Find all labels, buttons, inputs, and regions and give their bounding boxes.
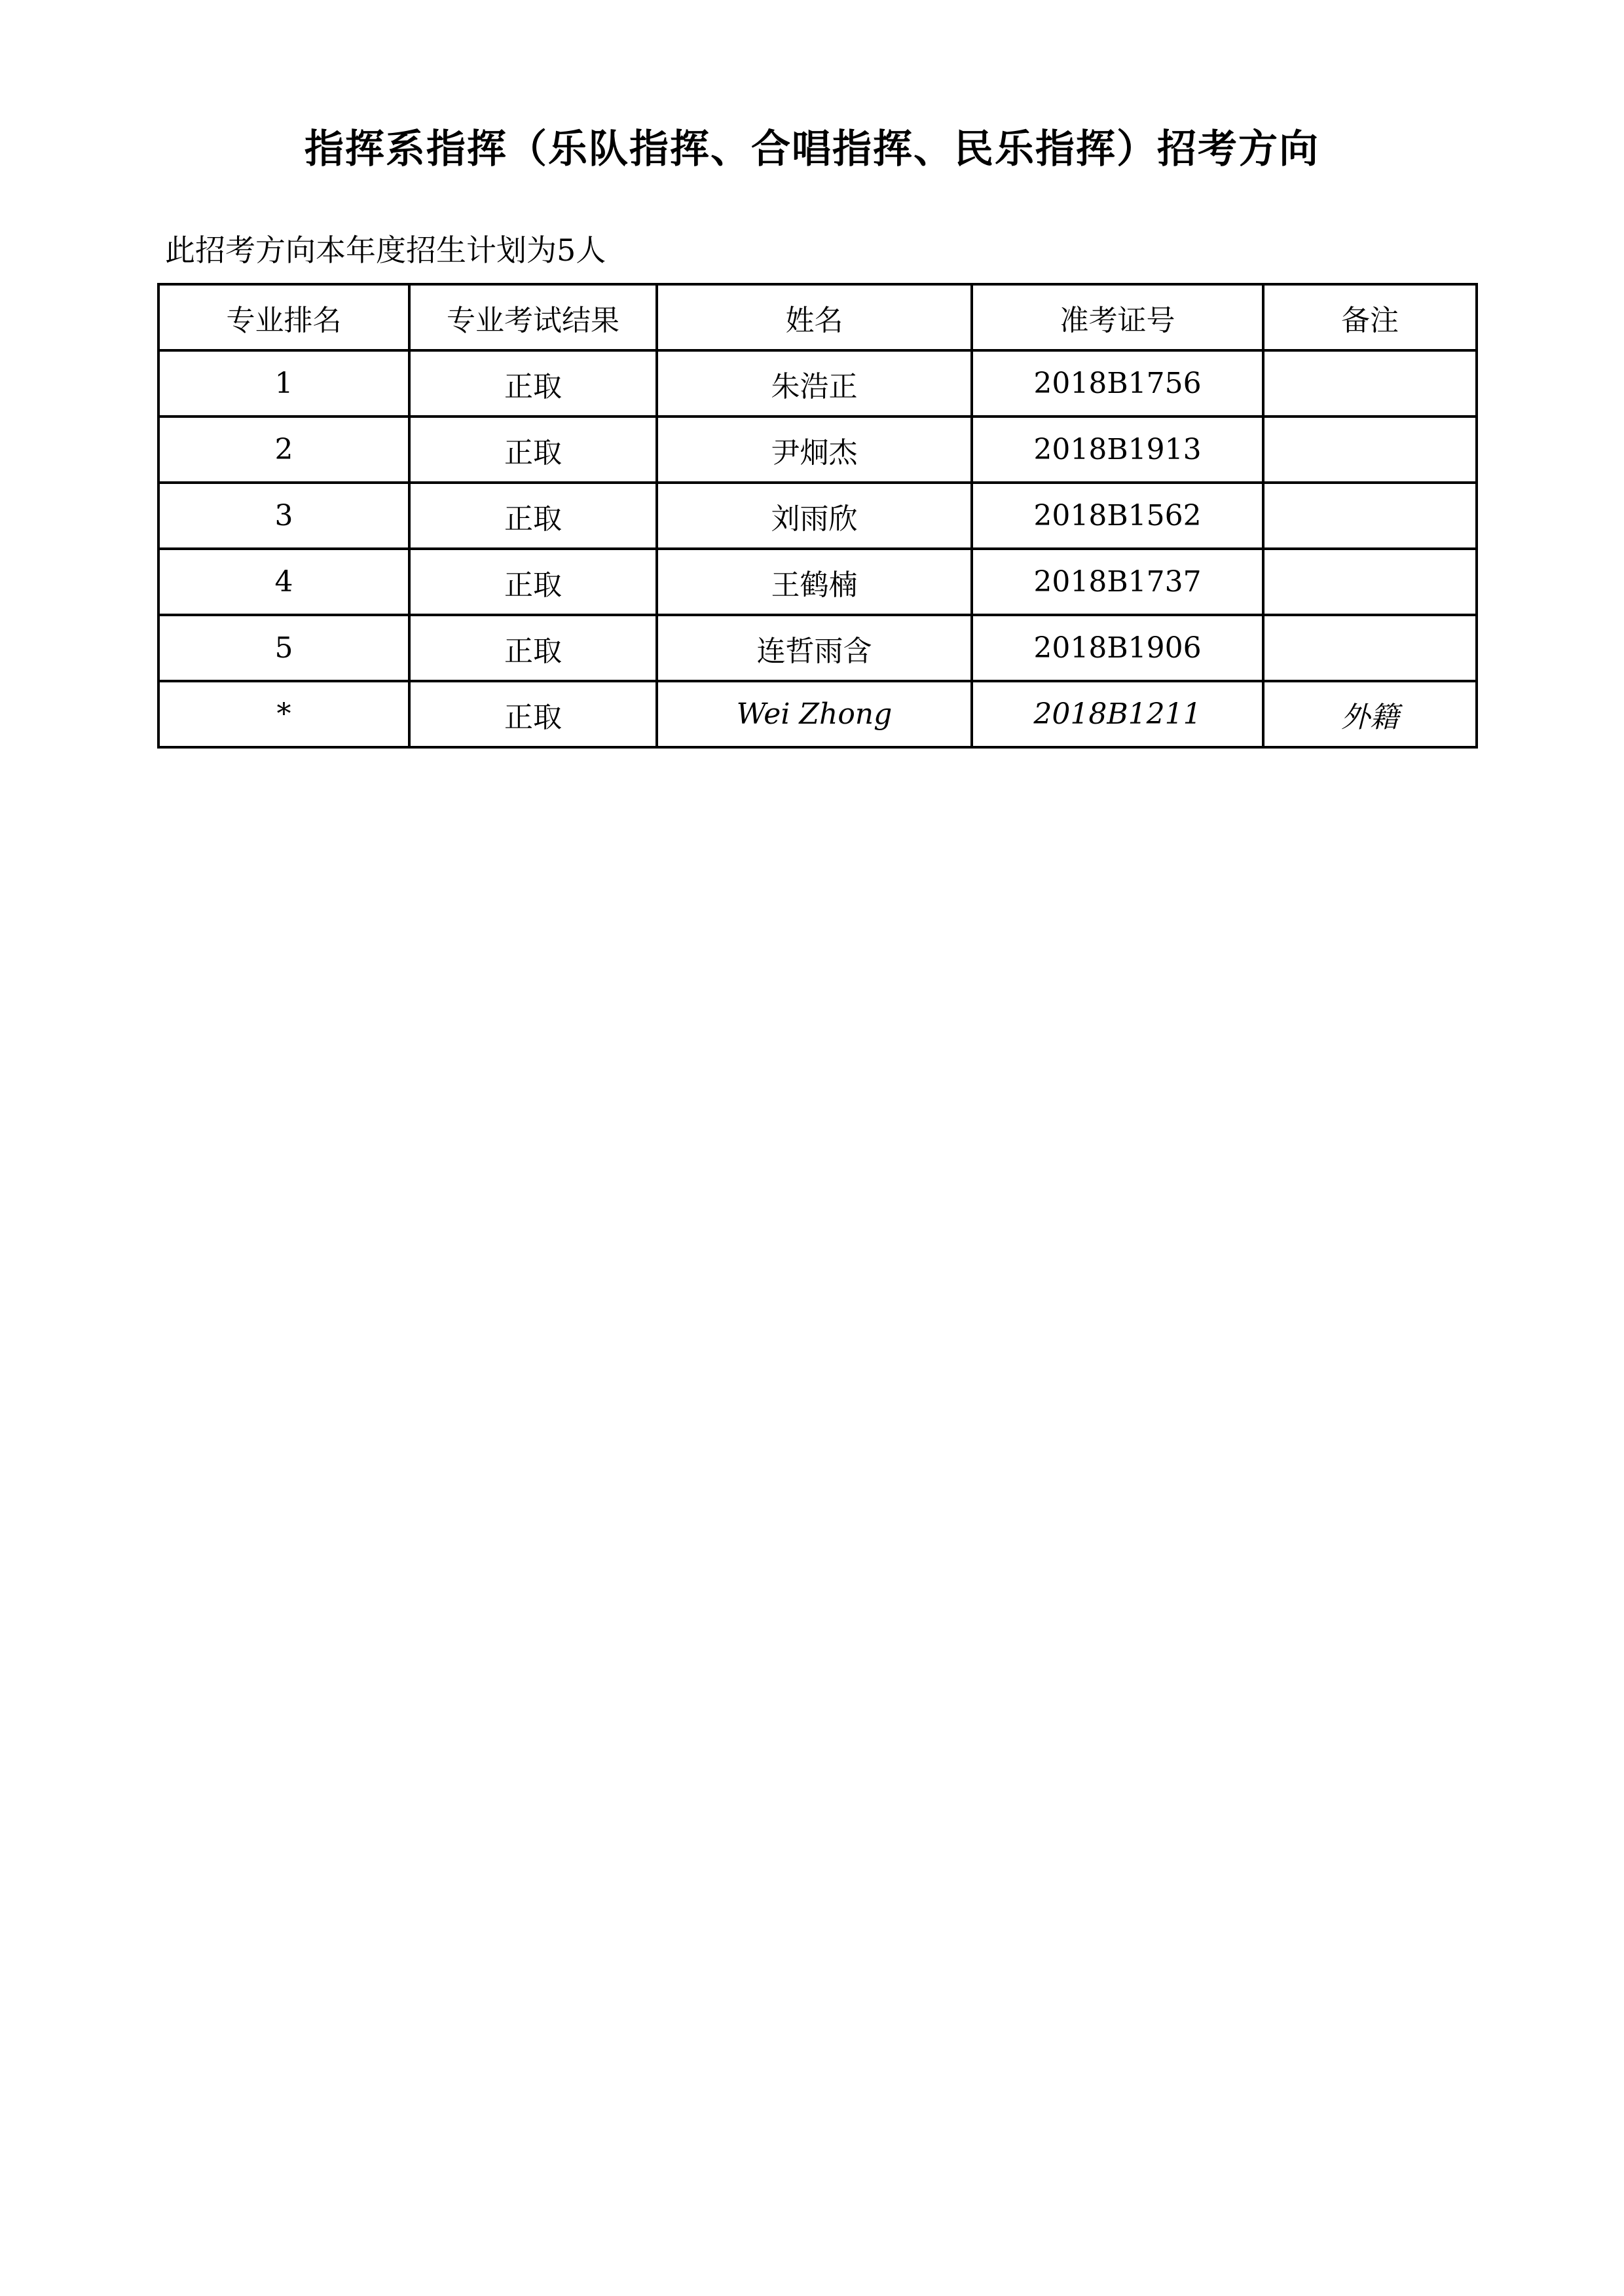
table-row [158, 549, 1477, 615]
cell-exam-id: 2018B1211 [972, 681, 1263, 747]
cell-result: 正取 [409, 483, 657, 549]
header-exam-result: 专业考试结果 [409, 284, 657, 350]
cell-exam-id: 2018B1913 [972, 417, 1263, 483]
cell-rank: 5 [158, 615, 409, 681]
cell-note [1263, 350, 1477, 417]
cell-exam-id: 2018B1562 [972, 483, 1263, 549]
cell-result: 正取 [409, 681, 657, 747]
cell-rank: 4 [158, 549, 409, 615]
table-row [158, 417, 1477, 483]
cell-note: 外籍 [1263, 681, 1477, 747]
header-rank: 专业排名 [158, 284, 409, 350]
cell-name: 朱浩正 [657, 350, 972, 417]
cell-note [1263, 417, 1477, 483]
table-row [158, 681, 1477, 747]
table-row [158, 615, 1477, 681]
admission-results-table [157, 283, 1478, 749]
cell-note [1263, 483, 1477, 549]
cell-result: 正取 [409, 615, 657, 681]
cell-name: 连哲雨含 [657, 615, 972, 681]
cell-result: 正取 [409, 350, 657, 417]
cell-name: Wei Zhong [657, 681, 972, 747]
header-name: 姓名 [657, 284, 972, 350]
enrollment-plan-note: 此招考方向本年度招生计划为5人 [165, 232, 606, 268]
cell-rank: 3 [158, 483, 409, 549]
cell-exam-id: 2018B1756 [972, 350, 1263, 417]
table-row [158, 350, 1477, 417]
cell-note [1263, 615, 1477, 681]
table-row [158, 483, 1477, 549]
cell-result: 正取 [409, 417, 657, 483]
cell-exam-id: 2018B1906 [972, 615, 1263, 681]
cell-exam-id: 2018B1737 [972, 549, 1263, 615]
table-header-row [158, 284, 1477, 350]
cell-note [1263, 549, 1477, 615]
cell-name: 刘雨欣 [657, 483, 972, 549]
page-title: 指挥系指挥（乐队指挥、合唱指挥、民乐指挥）招考方向 [304, 126, 1320, 172]
cell-rank: * [158, 681, 409, 747]
cell-rank: 1 [158, 350, 409, 417]
cell-name: 王鹤楠 [657, 549, 972, 615]
cell-result: 正取 [409, 549, 657, 615]
header-note: 备注 [1263, 284, 1477, 350]
cell-rank: 2 [158, 417, 409, 483]
cell-name: 尹炯杰 [657, 417, 972, 483]
header-exam-id: 准考证号 [972, 284, 1263, 350]
